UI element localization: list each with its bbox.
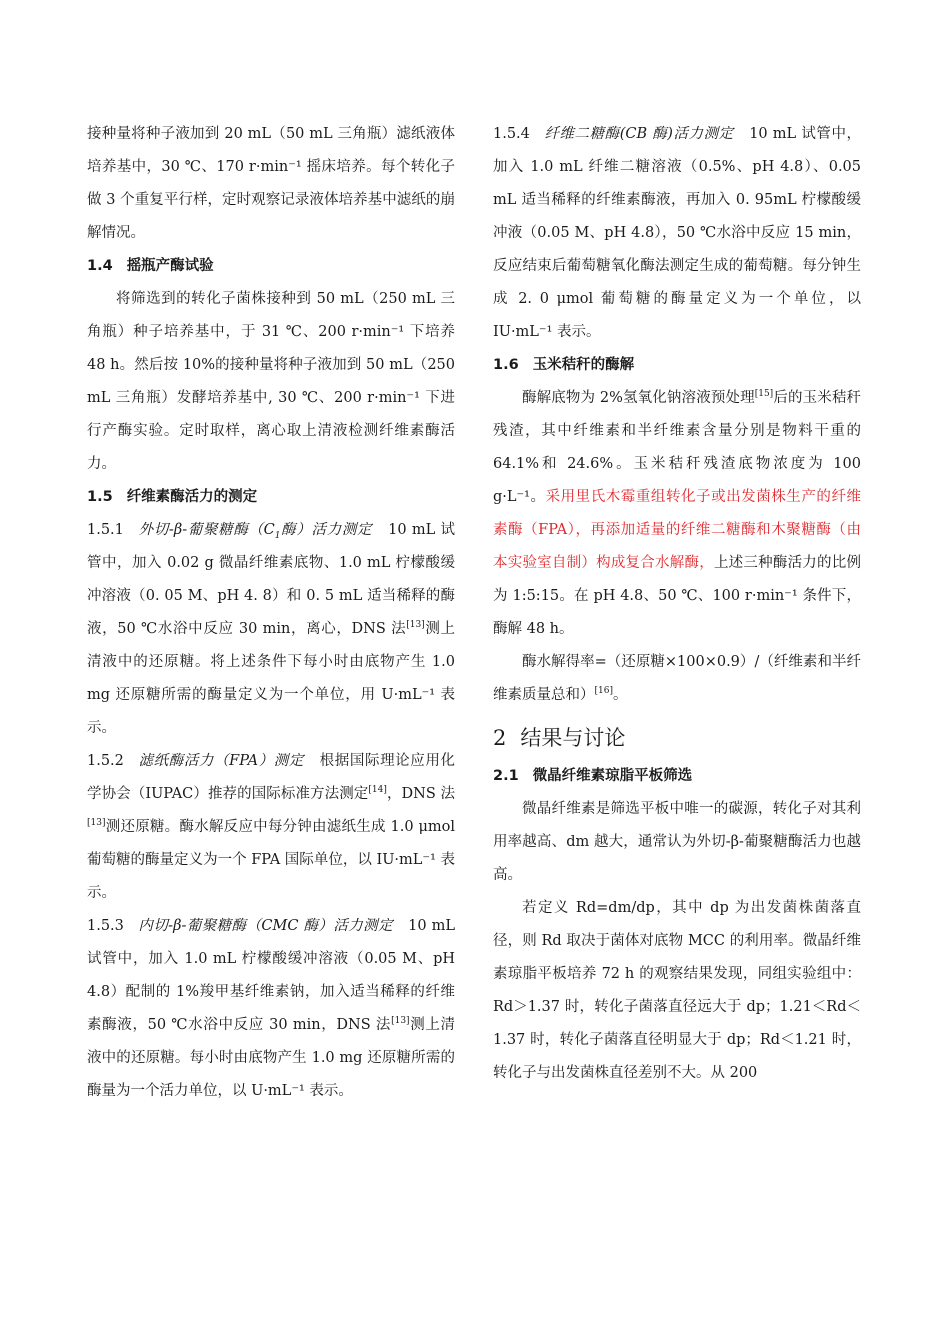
- paragraph-1-5-2: 1.5.2 滤纸酶活力（FPA）测定 根据国际理论应用化学协会（IUPAC）推荐的国际标准方法测定[14]，DNS 法[13]测还原糖。酶水解反应中每分钟由滤纸生成 1.0 μmol 葡萄糖的酶量定义为一个 FPA 国际单位，以 IU·mL⁻¹ 表示。: [87, 745, 455, 910]
- section-number: 1.5: [87, 489, 113, 505]
- heading-2: [493, 720, 861, 756]
- paragraph-yield-formula: 酶水解得率=（还原糖×100×0.9）/（纤维素和半纤维素质量总和）[16]。: [493, 654, 861, 703]
- paragraph-mcc-plate: 微晶纤维素是筛选平板中唯一的碳源，转化子对其利用率越高、dm 越大，通常认为外切-β-葡聚糖酶活力也越高。: [493, 801, 861, 883]
- paragraph-1-5-3: 1.5.3 内切-β-葡聚糖酶（CMC 酶）活力测定 10 mL 试管中，加入 1.0 mL 柠檬酸缓冲溶液（0.05 M、pH 4.8）配制的 1%羧甲基纤维素钠，加入适当稀释的纤维素酶液，50 ℃水浴中反应 30 min，DNS 法[13]测上清液中的还原糖。每小时由底物产生 1.0 mg 还原糖所需的酶量为一个活力单位，以 U·mL⁻¹ 表示。: [87, 910, 455, 1108]
- citation-ref: [14]: [368, 785, 387, 796]
- subsection-title: 外切-β-葡聚糖酶（$C_1$酶）活力测定: [137, 522, 373, 541]
- citation-ref: [13]: [87, 818, 106, 829]
- heading-2-1: [493, 760, 861, 793]
- section-title: 微晶纤维素琼脂平板筛选: [532, 768, 693, 784]
- left-column: [87, 118, 455, 1108]
- section-number: 1.6: [493, 357, 519, 373]
- subsection-number: 1.5.3: [87, 918, 124, 934]
- citation-ref: [16]: [594, 686, 613, 697]
- paragraph-filter-paper-culture: 接种量将种子液加到 20 mL（50 mL 三角瓶）滤纸液体培养基中，30 ℃、170 r·min⁻¹ 摇床培养。每个转化子做 3 个重复平行样，定时观察记录液体培养基中滤纸的崩解情况。: [87, 126, 455, 241]
- highlighted-text: 采用里氏木霉重组转化子或出发菌株生产的纤维素酶（FPA），再添加适量的纤维二糖酶和木聚糖酶（由本实验室自制）构成复合水解酶，: [493, 489, 861, 571]
- paragraph-rd-definition: 若定义 Rd=dm/dp，其中 dp 为出发菌株菌落直径，则 Rd 取决于菌体对底物 MCC 的利用率。微晶纤维素琼脂平板培养 72 h 的观察结果发现，同组实验组中：Rd＞1.37 时，转化子菌落直径远大于 dp；1.21＜Rd＜1.37 时，转化子菌落直径明显大于 dp；Rd＜1.21 时，转化子与出发菌株直径差别不大。从 200: [493, 900, 861, 1081]
- subsection-title: 内切-β-葡聚糖酶（CMC 酶）活力测定: [137, 918, 394, 934]
- section-title: 摇瓶产酶试验: [126, 258, 214, 274]
- citation-ref: [13]: [391, 1016, 410, 1027]
- section-number: 1.4: [87, 258, 113, 274]
- subsection-number: 1.5.4: [493, 126, 530, 142]
- section-title: 结果与讨论: [520, 726, 626, 750]
- citation-ref: [15]: [754, 389, 774, 400]
- heading-1-4: [87, 250, 455, 283]
- subsection-number: 1.5.2: [87, 753, 124, 769]
- subsection-title: 纤维二糖酶(CB 酶)活力测定: [543, 126, 734, 142]
- subsection-number: 1.5.1: [87, 522, 124, 538]
- section-title: 玉米秸秆的酶解: [532, 357, 635, 373]
- right-column: [493, 118, 861, 1090]
- section-number: 2.1: [493, 768, 519, 784]
- citation-ref: [13]: [406, 620, 425, 631]
- section-number: 2: [493, 726, 507, 750]
- heading-1-5: [87, 481, 455, 514]
- paragraph-1-5-4: 1.5.4 纤维二糖酶(CB 酶)活力测定 10 mL 试管中，加入 1.0 mL 纤维二糖溶液（0.5%、pH 4.8）、0.05 mL 适当稀释的纤维素酶液，再加入 0. 95mL 柠檬酸缓冲液（0.05 M、pH 4.8），50 ℃水浴中反应 15 min，反应结束后葡萄糖氧化酶法测定生成的葡萄糖。每分钟生成 2. 0 μmol 葡萄糖的酶量定义为一个单位，以 IU·mL⁻¹ 表示。: [493, 118, 861, 349]
- section-title: 纤维素酶活力的测定: [126, 489, 258, 505]
- paragraph-1-5-1: 1.5.1 外切-β-葡聚糖酶（$C_1$酶）活力测定 10 mL 试管中，加入 0.02 g 微晶纤维素底物、1.0 mL 柠檬酸缓冲溶液（0. 05 M、pH 4. 8）和 0. 5 mL 适当稀释的酶液，50 ℃水浴中反应 30 min，离心，DNS 法[13]测上清液中的还原糖。将上述条件下每小时由底物产生 1.0 mg 还原糖所需的酶量定义为一个单位，用 U·mL⁻¹ 表示。: [87, 514, 455, 745]
- heading-1-6: [493, 349, 861, 382]
- paragraph-enzymolysis: 酶解底物为 2%氢氧化钠溶液预处理[15]后的玉米秸秆残渣，其中纤维素和半纤维素含量分别是物料干重的 64.1%和 24.6%。玉米秸秆残渣底物浓度为 100 g·L⁻¹。采用里氏木霉重组转化子或出发菌株生产的纤维素酶（FPA），再添加适量的纤维二糖酶和木聚糖酶（由本实验室自制）构成复合水解酶，上述三种酶活力的比例为 1:5:15。在 pH 4.8、50 ℃、100 r·min⁻¹ 条件下，酶解 48 h。: [493, 389, 861, 637]
- subsection-title: 滤纸酶活力（FPA）测定: [137, 753, 305, 769]
- paragraph-shake-flask: 将筛选到的转化子菌株接种到 50 mL（250 mL 三角瓶）种子培养基中，于 31 ℃、200 r·min⁻¹ 下培养 48 h。然后按 10%的接种量将种子液加到 50 mL（250 mL 三角瓶）发酵培养基中, 30 ℃、200 r·min⁻¹ 下进行产酶实验。定时取样，离心取上清液检测纤维素酶活力。: [87, 291, 455, 472]
